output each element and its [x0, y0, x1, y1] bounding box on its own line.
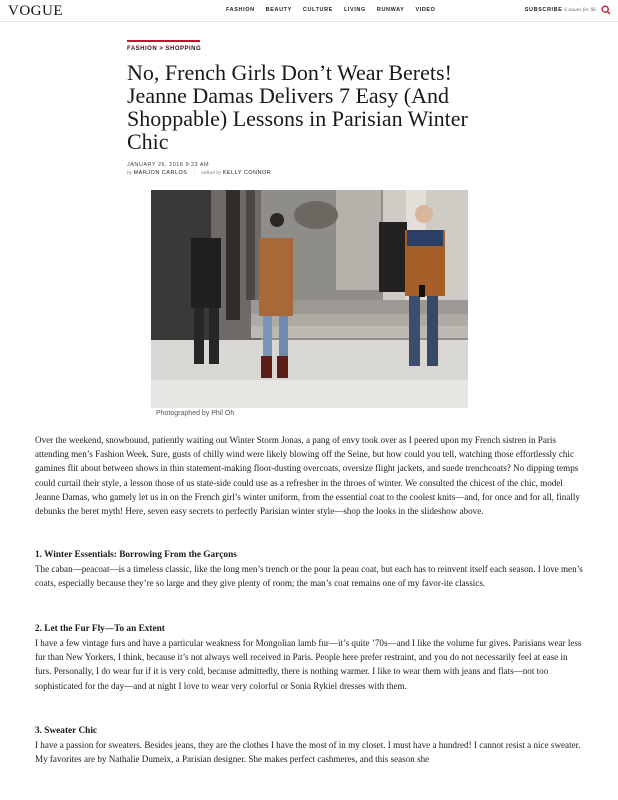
top-navigation-bar — [0, 0, 618, 22]
section-paragraph: I have a few vintage furs and have a particular weakness for Mongolian lamb fur—it’s quite ’70s—and I like the volume fur gives. Parisians wear less fur than New Yorkers, I think, because it’s not always well received in Paris. People here prefer restraint, and you do not necessarily feel at ease in furs. Personally, I do wear fur if it is very cold, because admittedly, there is nothing warmer. I like to wear them with jeans and flats—not too sophisticated for the day—and at night I love to wear very colorful or Sonia Rykiel dresses with them. — [35, 638, 582, 691]
search-icon[interactable] — [601, 5, 611, 15]
nav-item-video[interactable]: VIDEO — [415, 7, 436, 13]
section-paragraph: I have a passion for sweaters. Besides jeans, they are the clothes I have the most of in my closet. I must have a hundred! I cannot resist a nice sweater. My favorites are by Nathalie Dumeix, a Parisian designer. She makes perfect cashmeres, and this season she — [35, 740, 581, 765]
article-headline: No, French Girls Don’t Wear Berets! Jeanne Damas Delivers 7 Easy (And Shoppable) Lessons in Parisian Winter Chic — [127, 60, 468, 154]
publish-date: JANUARY 26, 2016 9:23 AM — [127, 162, 210, 168]
section-accent-rule — [127, 40, 200, 42]
author-name[interactable]: MARJON CARLOS — [133, 170, 188, 176]
article-intro-paragraph: Over the weekend, snowbound, patiently waiting out Winter Storm Jonas, a pang of envy took over as I peered upon my French sistren in Paris attending men’s Fashion Week. Sure, gusts of chilly wind were likely blowing off the Seine, but how could you tell, watching those effortlessly chic gamines flit about between shows in thin statement-making floor-dusting overcoats, oversize flight jackets, and suede trenchcoats? No dipping temps could curtail their style, a lesson those of us state-side could use as a refresher in the throes of winter. We consulted the chicest of the chic, model Jeanne Damas, who gamely let us in on the French girl’s winter uniform, from the essential coat to the coolest knits—and, for once and for all, finally debunks the beret myth! Here, seven easy secrets to perfectly Parisian winter style—shop the looks in the slideshow above. — [35, 435, 580, 517]
byline-prefix: by — [127, 170, 133, 176]
photo-caption: Photographed by Phil Oh — [156, 410, 235, 417]
byline — [127, 170, 271, 176]
subscribe-link[interactable] — [525, 7, 596, 13]
subscribe-offer: 6 issues for $6 — [564, 7, 596, 13]
breadcrumb[interactable]: FASHION > SHOPPING — [127, 46, 202, 52]
editor-name: KELLY CONNOR — [222, 170, 272, 176]
nav-item-fashion[interactable]: FASHION — [226, 7, 255, 13]
byline-divider: | — [193, 170, 195, 176]
subscribe-label: SUBSCRIBE — [524, 7, 563, 13]
section-heading: 3. Sweater Chic — [35, 726, 98, 736]
section-heading: 1. Winter Essentials: Borrowing From the Garçons — [35, 550, 237, 560]
section-heading: 2. Let the Fur Fly—To an Extent — [35, 624, 165, 634]
editor-prefix: edited by — [201, 170, 222, 176]
nav-item-living[interactable]: LIVING — [343, 7, 366, 13]
main-nav — [226, 7, 436, 13]
section-paragraph: The caban—peacoat—is a timeless classic, like the long men’s trench or the pour la peau coat, but each has to reinvent itself each season. I love men’s coats, especially because they’re so large and they give plenty of room; the man’s coat remains one of my favor-ite classics. — [35, 564, 583, 589]
nav-item-culture[interactable]: CULTURE — [302, 7, 333, 13]
nav-item-runway[interactable]: RUNWAY — [376, 7, 405, 13]
vogue-logo[interactable]: VOGUE — [8, 3, 63, 19]
nav-item-beauty[interactable]: BEAUTY — [265, 7, 292, 13]
hero-photo[interactable] — [151, 190, 468, 408]
